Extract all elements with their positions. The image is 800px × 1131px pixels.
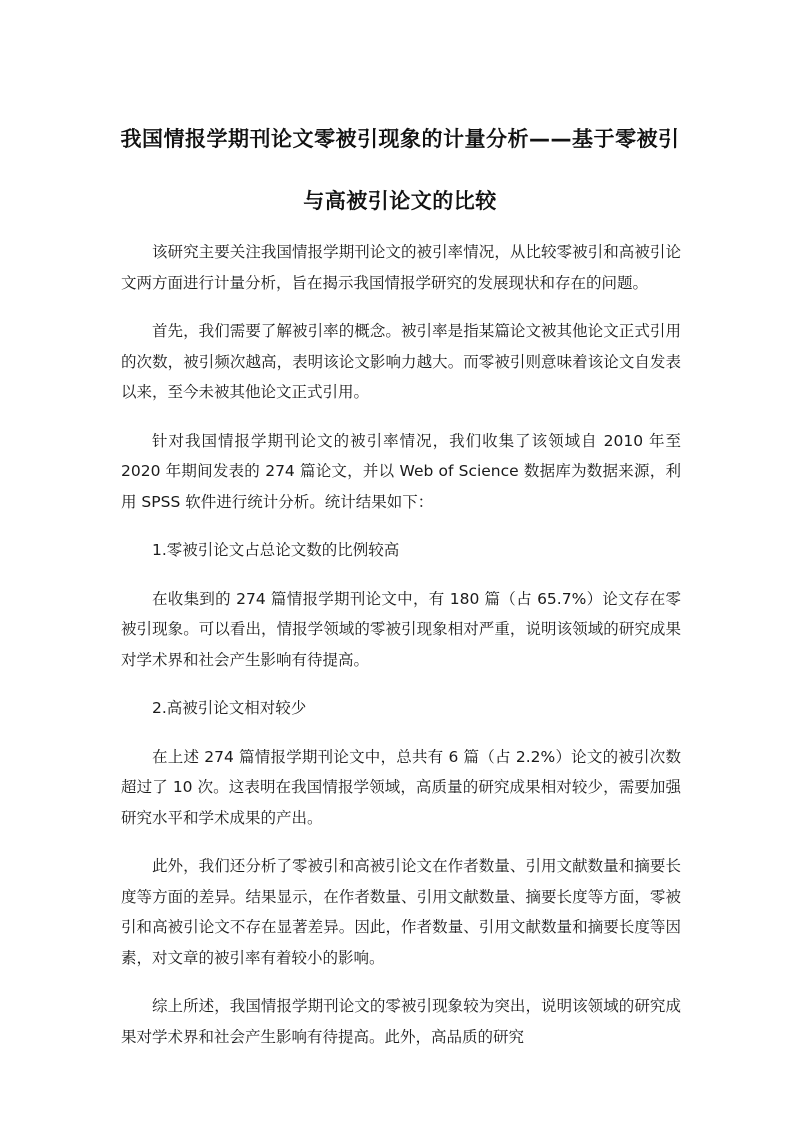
paragraph-zero-citation: 在收集到的 274 篇情报学期刊论文中，有 180 篇（占 65.7%）论文存在零被引现象。可以看出，情报学领域的零被引现象相对严重，说明该领域的研究成果对学术界和社会产生影响有待提高。 xyxy=(121,589,681,669)
document-body xyxy=(121,237,681,1070)
paragraph-analysis: 此外，我们还分析了零被引和高被引论文在作者数量、引用文献数量和摘要长度等方面的差异。结果显示，在作者数量、引用文献数量、摘要长度等方面，零被引和高被引论文不存在显著差异。因此，作者数量、引用文献数量和摘要长度等因素，对文章的被引率有着较小的影响。 xyxy=(121,857,681,967)
paragraph-intro: 该研究主要关注我国情报学期刊论文的被引率情况，从比较零被引和高被引论文两方面进行计量分析，旨在揭示我国情报学研究的发展现状和存在的问题。 xyxy=(121,243,681,292)
section-heading-zero-citation: 1.零被引论文占总论文数的比例较高 xyxy=(152,541,400,559)
paragraph-method: 针对我国情报学期刊论文的被引率情况，我们收集了该领域自 2010 年至 2020 年期间发表的 274 篇论文，并以 Web of Science 数据库为数据来源，利用 SPSS 软件进行统计分析。统计结果如下： xyxy=(121,431,681,511)
document-title: 我国情报学期刊论文零被引现象的计量分析——基于零被引与高被引论文的比较 xyxy=(120,127,680,213)
paragraph-definition: 首先，我们需要了解被引率的概念。被引率是指某篇论文被其他论文正式引用的次数，被引频次越高，表明该论文影响力越大。而零被引则意味着该论文自发表以来，至今未被其他论文正式引用。 xyxy=(121,322,681,401)
section-heading-high-citation: 2.高被引论文相对较少 xyxy=(152,699,307,717)
paragraph-high-citation: 在上述 274 篇情报学期刊论文中，总共有 6 篇（占 2.2%）论文的被引次数超过了 10 次。这表明在我国情报学领域，高质量的研究成果相对较少，需要加强研究水平和学术成果的产出。 xyxy=(121,747,681,827)
paragraph-conclusion: 综上所述，我国情报学期刊论文的零被引现象较为突出，说明该领域的研究成果对学术界和社会产生影响有待提高。此外，高品质的研究 xyxy=(121,997,681,1046)
